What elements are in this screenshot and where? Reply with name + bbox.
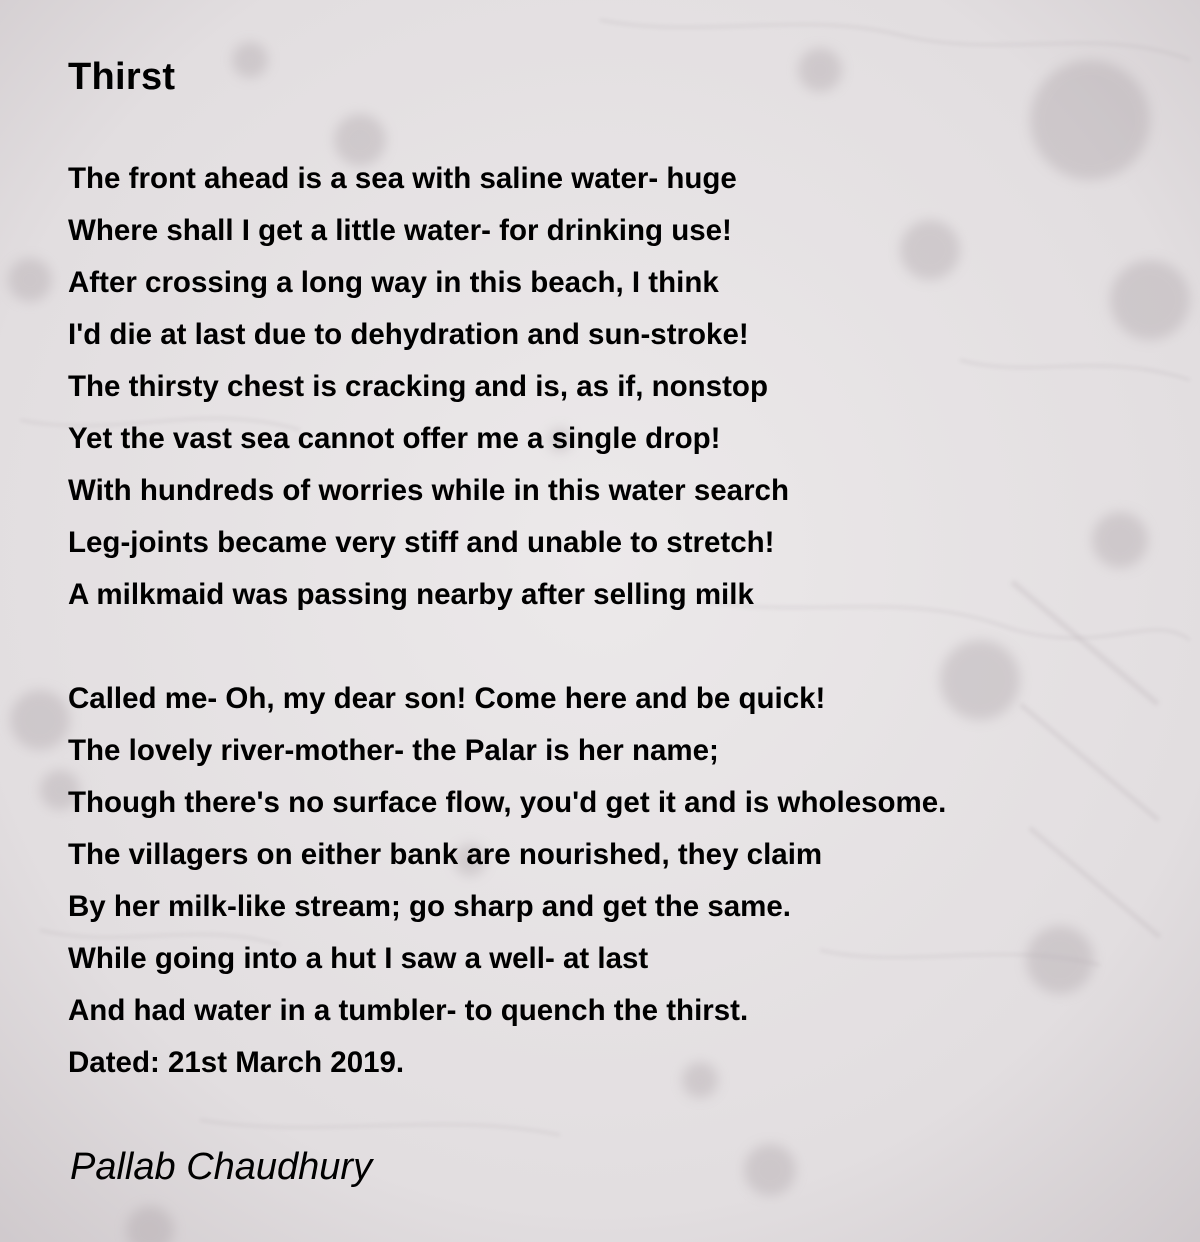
- poem-line: I'd die at last due to dehydration and sun-stroke!: [68, 318, 749, 351]
- poem-line: Called me- Oh, my dear son! Come here and be quick!: [68, 682, 826, 715]
- poem-line: After crossing a long way in this beach, I think: [68, 266, 719, 299]
- stanza-2: [68, 673, 946, 1089]
- poem-author: Pallab Chaudhury: [70, 1146, 373, 1188]
- poem-title: Thirst: [68, 56, 176, 98]
- poem-line: With hundreds of worries while in this water search: [68, 474, 789, 507]
- poem-line: The thirsty chest is cracking and is, as if, nonstop: [68, 370, 768, 403]
- poem-line: A milkmaid was passing nearby after selling milk: [68, 578, 754, 611]
- poem-line: The villagers on either bank are nourished, they claim: [68, 838, 823, 871]
- poem-line: Leg-joints became very stiff and unable to stretch!: [68, 526, 775, 559]
- poem-line: And had water in a tumbler- to quench the thirst.: [68, 994, 749, 1027]
- stanza-1: [68, 153, 789, 621]
- poem-line: While going into a hut I saw a well- at last: [68, 942, 649, 975]
- poem-line: The lovely river-mother- the Palar is her name;: [68, 734, 719, 767]
- poem-line: The front ahead is a sea with saline water- huge: [68, 162, 737, 195]
- poem-line: By her milk-like stream; go sharp and get the same.: [68, 890, 791, 923]
- poem-line: Though there's no surface flow, you'd get it and is wholesome.: [68, 786, 947, 819]
- poem-line: Dated: 21st March 2019.: [68, 1046, 405, 1079]
- poem-line: Yet the vast sea cannot offer me a single drop!: [68, 422, 721, 455]
- poem-line: Where shall I get a little water- for drinking use!: [68, 214, 732, 247]
